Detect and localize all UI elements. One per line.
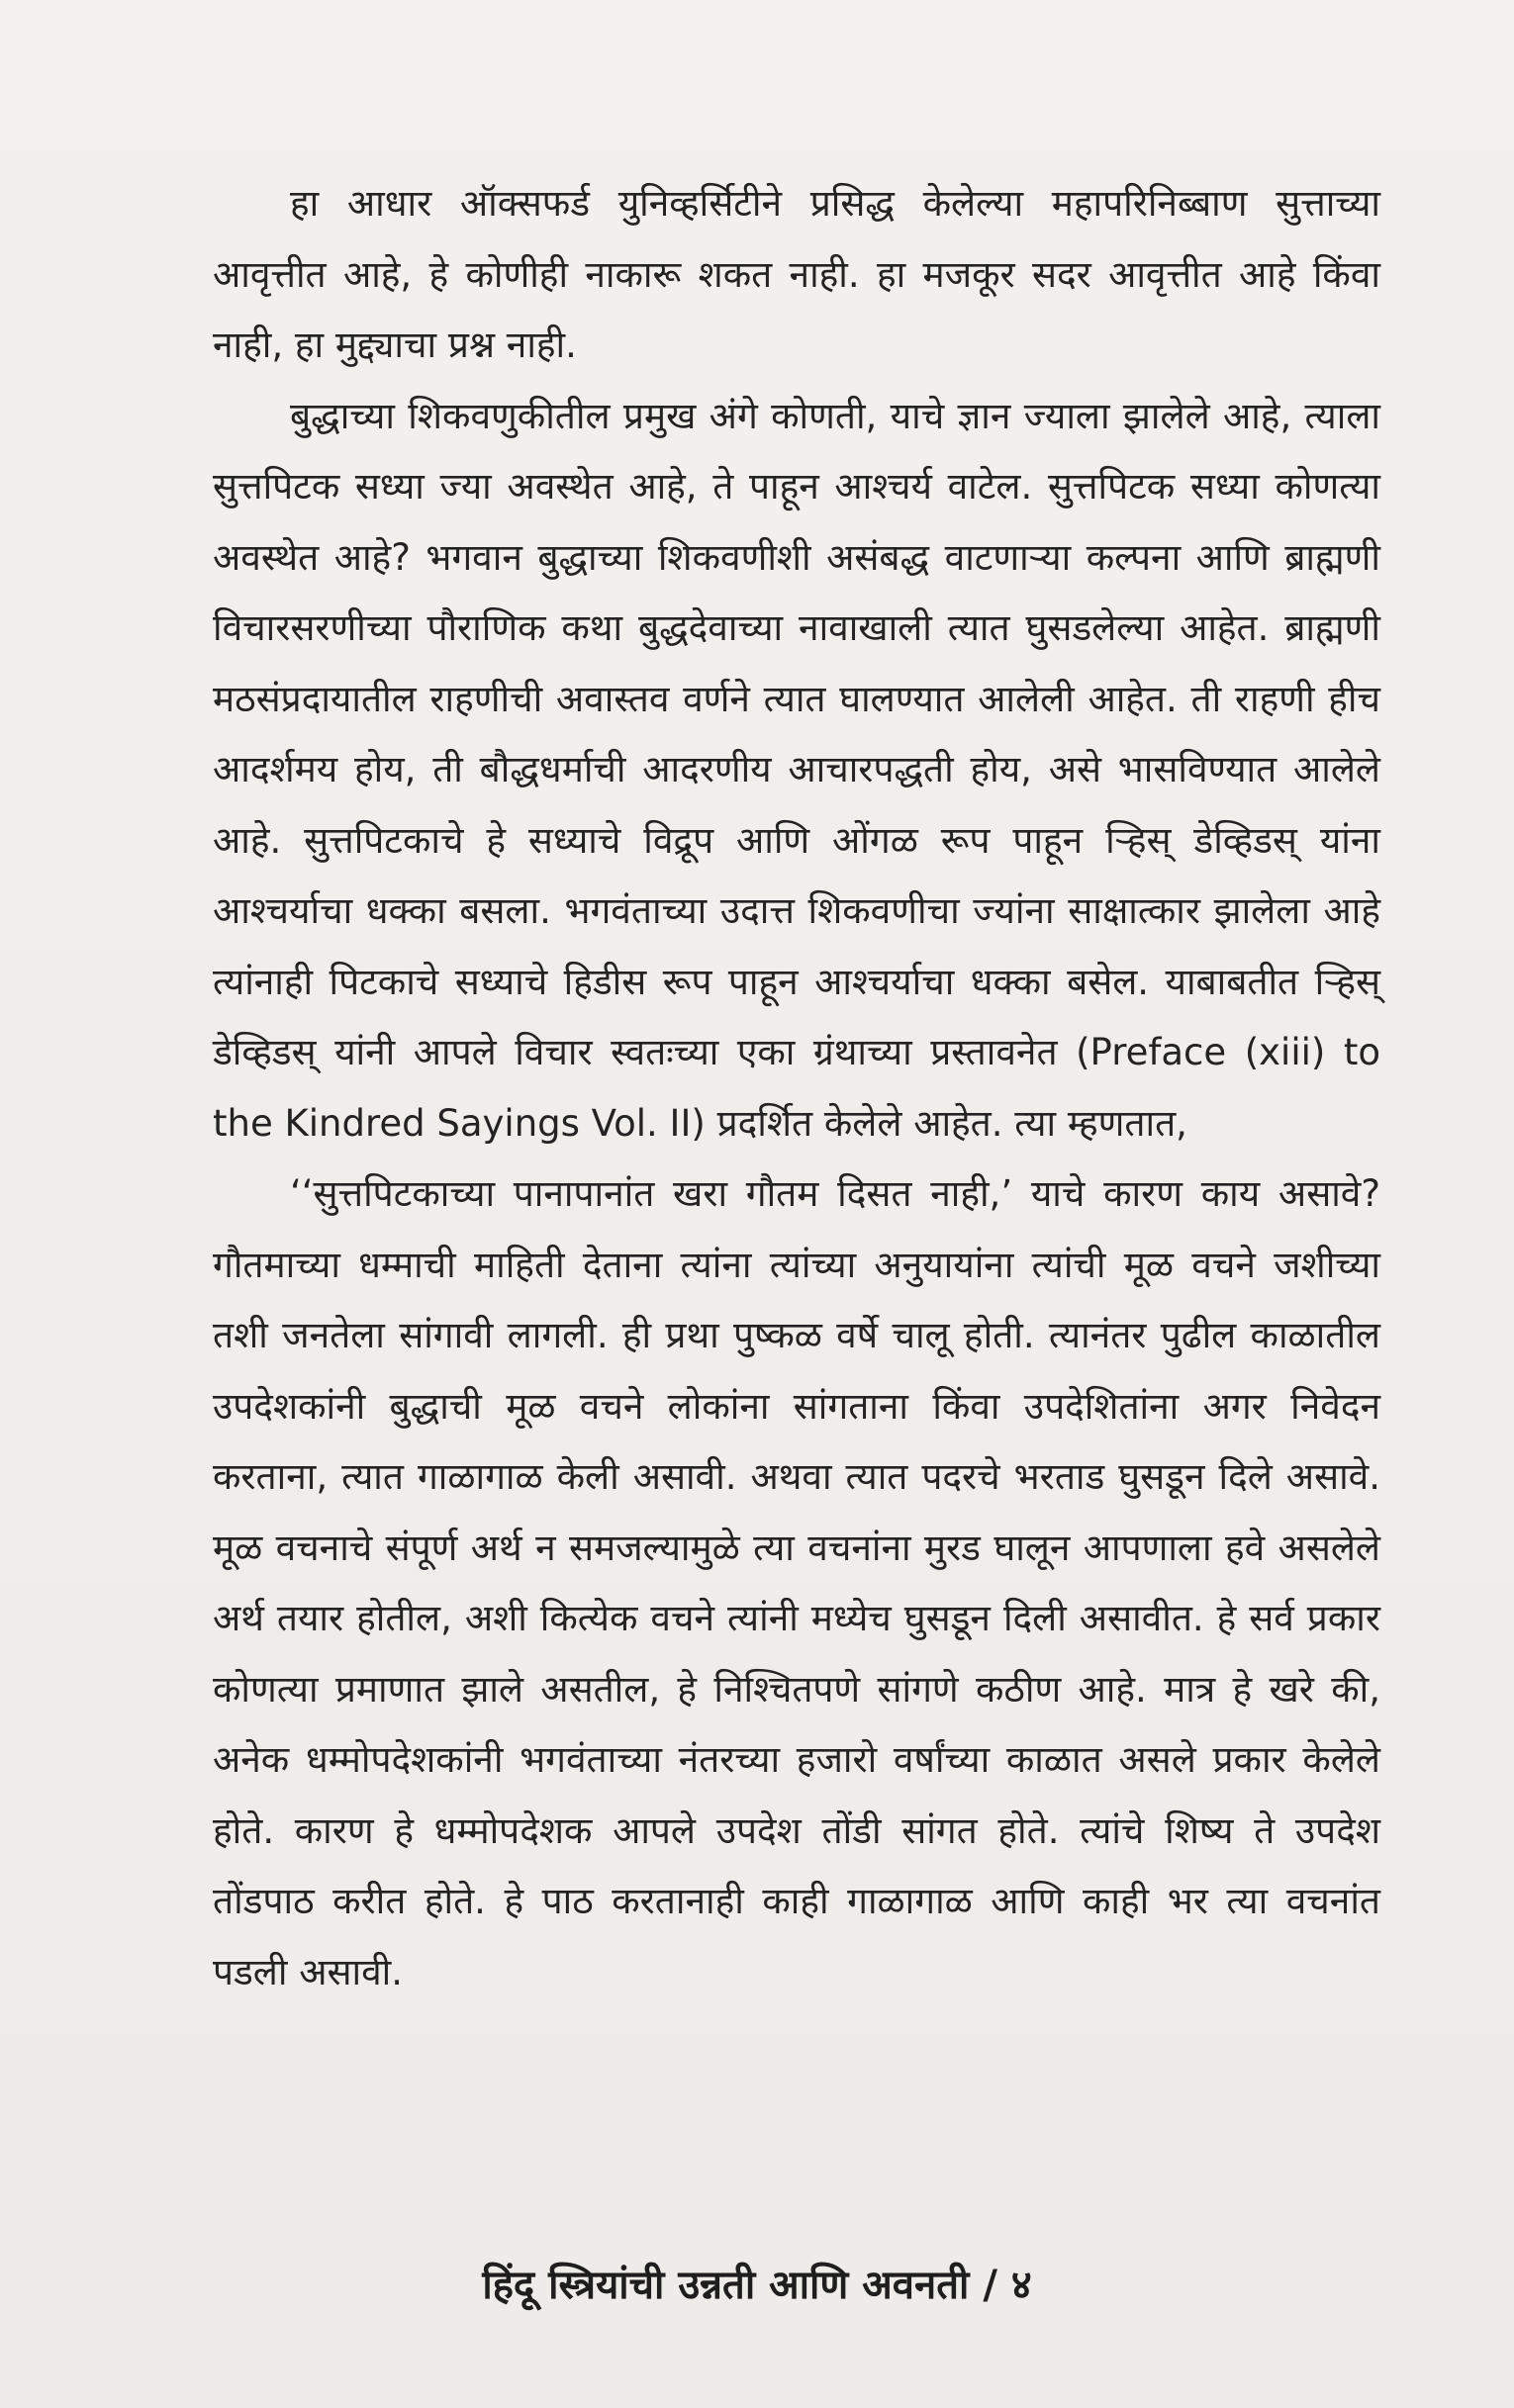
paragraph-3: ‘‘सुत्तपिटकाच्या पानापानांत खरा गौतम दिसत नाही,’ याचे कारण काय असावे? गौतमाच्या धम्माची माहिती देताना त्यांना त्यांच्या अनुयायांना त्यांची मूळ वचने जशीच्या तशी जनतेला सांगावी लागली. ही प्रथा पुष्कळ वर्षे चालू होती. त्यानंतर पुढील काळातील उपदेशकांनी बुद्धाची मूळ वचने लोकांना सांगताना किंवा उपदेशितांना अगर निवेदन करताना, त्यात गाळागाळ केली असावी. अथवा त्यात पदरचे भरताड घुसडून दिले असावे. मूळ वचनाचे संपूर्ण अर्थ न समजल्यामुळे त्या वचनांना मुरड घालून आपणाला हवे असलेले अर्थ तयार होतील, अशी कित्येक वचने त्यांनी मध्येच घुसडून दिली असावीत. हे सर्व प्रकार कोणत्या प्रमाणात झाले असतील, हे निश्चितपणे सांगणे कठीण आहे. मात्र हे खरे की, अनेक धम्मोपदेशकांनी भगवंताच्या नंतरच्या हजारो वर्षांच्या काळात असले प्रकार केलेले होते. कारण हे धम्मोपदेशक आपले उपदेश तोंडी सांगत होते. त्यांचे शिष्य ते उपदेश तोंडपाठ करीत होते. हे पाठ करतानाही काही गाळागाळ आणि काही भर त्या वचनांत पडली असावी. (213, 1172, 1380, 1993)
paragraph-2: बुद्धाच्या शिकवणुकीतील प्रमुख अंगे कोणती, याचे ज्ञान ज्याला झालेले आहे, त्याला सुत्तपिटक सध्या ज्या अवस्थेत आहे, ते पाहून आश्चर्य वाटेल. सुत्तपिटक सध्या कोणत्या अवस्थेत आहे? भगवान बुद्धाच्या शिकवणीशी असंबद्ध वाटणाऱ्या कल्पना आणि ब्राह्मणी विचारसरणीच्या पौराणिक कथा बुद्धदेवाच्या नावाखाली त्यात घुसडलेल्या आहेत. ब्राह्मणी मठसंप्रदायातील राहणीची अवास्तव वर्णने त्यात घालण्यात आलेली आहेत. ती राहणी हीच आदर्शमय होय, ती बौद्धधर्माची आदरणीय आचारपद्धती होय, असे भासविण्यात आलेले आहे. सुत्तपिटकाचे हे सध्याचे विद्रूप आणि ओंगळ रूप पाहून ऱ्हिस् डेव्हिडस् यांना आश्चर्याचा धक्का बसला. भगवंताच्या उदात्त शिकवणीचा ज्यांना साक्षात्कार झालेला आहे त्यांनाही पिटकाचे सध्याचे हिडीस रूप पाहून आश्चर्याचा धक्का बसेल. याबाबतीत ऱ्हिस् डेव्हिडस् यांनी आपले विचार स्वतःच्या एका ग्रंथाच्या प्रस्तावनेत (Preface (xiii) to the Kindred Sayings Vol. II) प्रदर्शित केलेले आहेत. त्या म्हणतात, (213, 394, 1380, 1145)
paragraph-1: हा आधार ऑक्सफर्ड युनिव्हर्सिटीने प्रसिद्ध केलेल्या महापरिनिब्बाण सुत्ताच्या आवृत्तीत आहे, हे कोणीही नाकारू शकत नाही. हा मजकूर सदर आवृत्तीत आहे किंवा नाही, हा मुद्द्याचा प्रश्न नाही. (213, 182, 1380, 366)
body-text (213, 168, 1380, 2007)
page-footer: हिंदू स्त्रियांची उन्नती आणि अवनती / ४ (482, 2263, 1032, 2308)
